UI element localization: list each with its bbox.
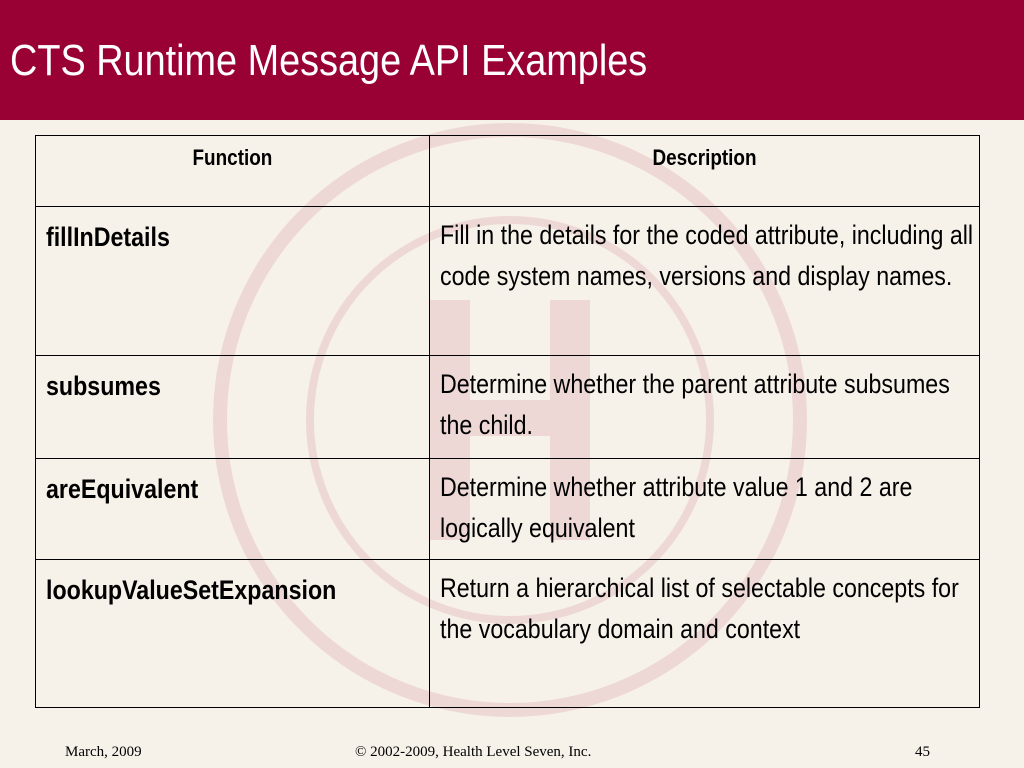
title-bar [0, 0, 1024, 120]
slide-title: CTS Runtime Message API Examples [10, 36, 648, 85]
function-cell: lookupValueSetExpansion [36, 560, 430, 708]
description-cell: Determine whether the parent attribute subsumes the child. [430, 356, 980, 459]
footer-copyright: © 2002-2009, Health Level Seven, Inc. [355, 744, 592, 760]
table-header-row [36, 136, 980, 207]
function-cell: fillInDetails [36, 207, 430, 356]
description-cell: Return a hierarchical list of selectable concepts for the vocabulary domain and context [430, 560, 980, 708]
table-row [36, 459, 980, 560]
function-cell: subsumes [36, 356, 430, 459]
footer-page-number: 45 [915, 744, 930, 760]
description-cell: Determine whether attribute value 1 and 2 are logically equivalent [430, 459, 980, 560]
table-row [36, 560, 980, 708]
column-header-description: Description [430, 136, 980, 207]
table-row [36, 207, 980, 356]
description-cell: Fill in the details for the coded attribute, including all code system names, versions and display names. [430, 207, 980, 356]
table-row [36, 356, 980, 459]
api-table [35, 135, 980, 708]
column-header-function: Function [36, 136, 430, 207]
function-cell: areEquivalent [36, 459, 430, 560]
footer-date: March, 2009 [65, 744, 142, 760]
